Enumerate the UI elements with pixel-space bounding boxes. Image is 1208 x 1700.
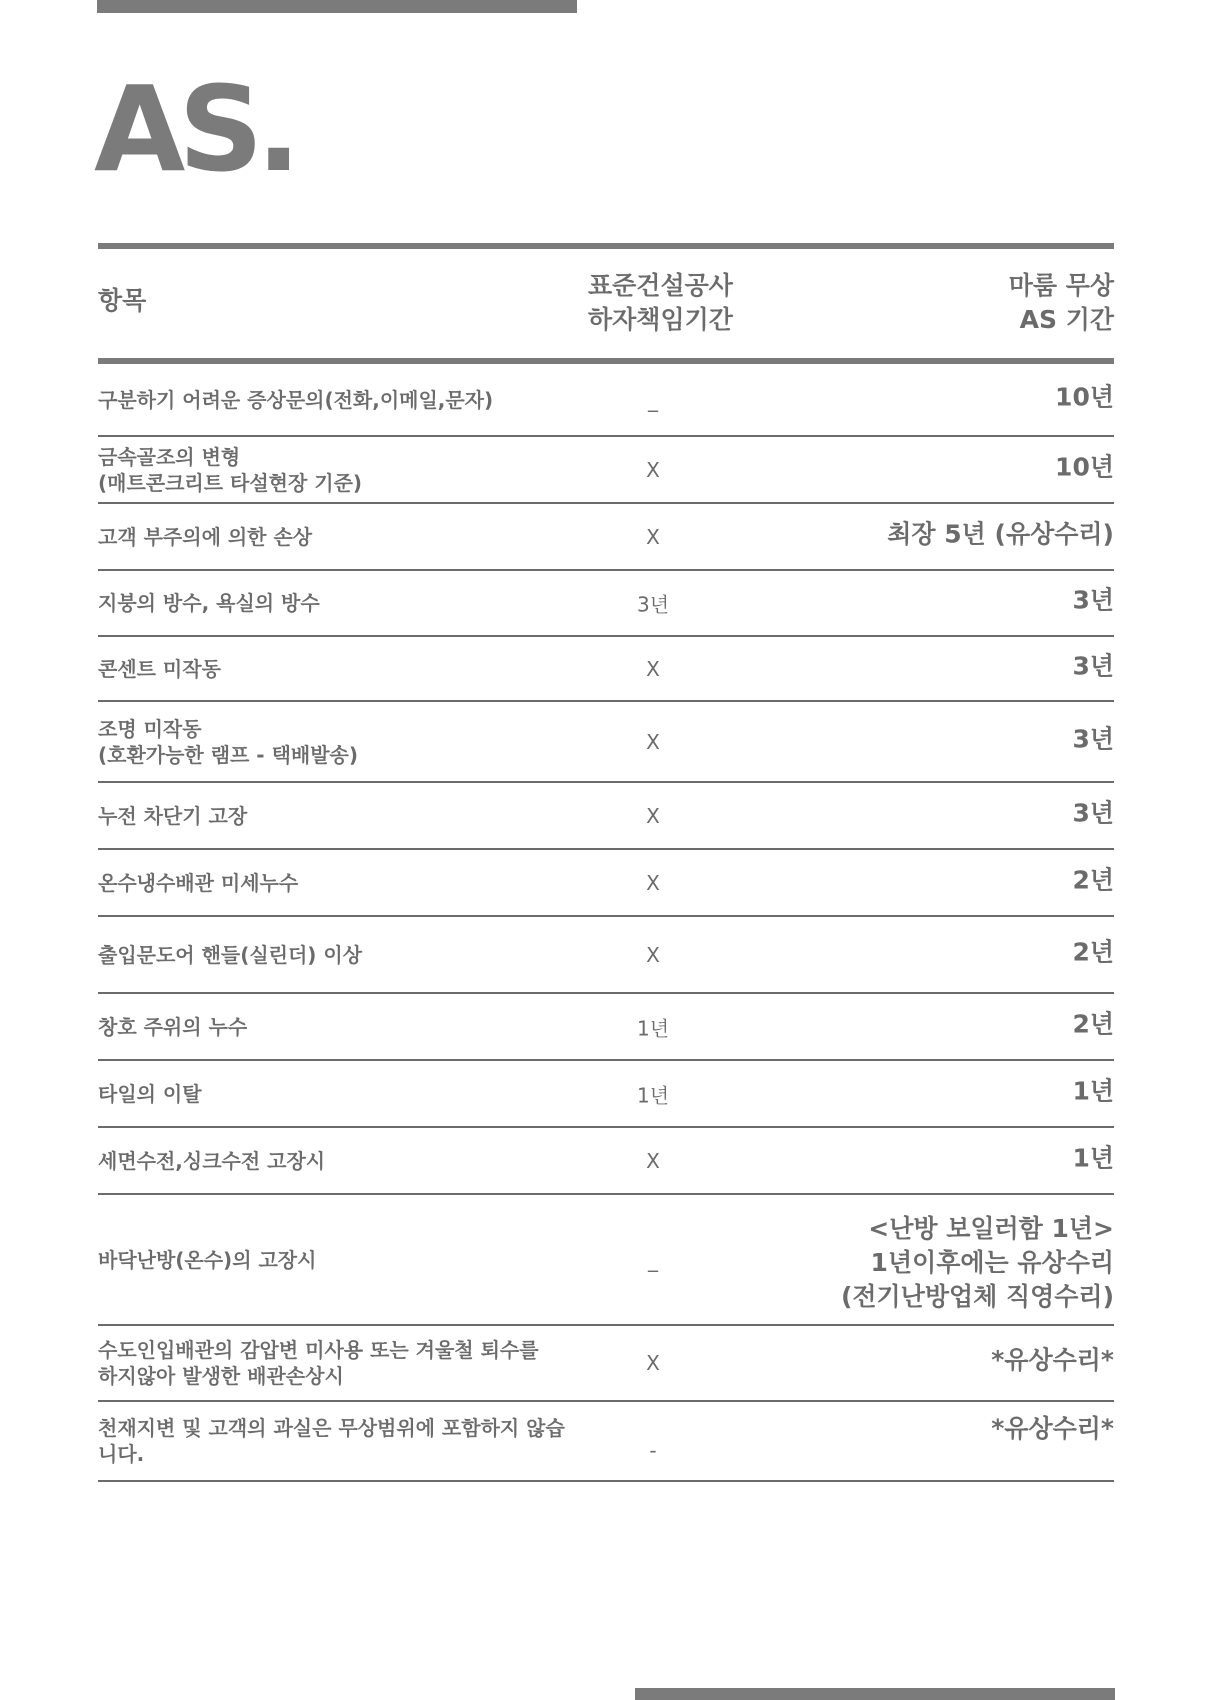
row-item: 수도인입배관의 감압변 미사용 또는 겨울철 퇴수를 하지않아 발생한 배관손상시 [98,1338,539,1388]
row-standard: X [646,1351,660,1375]
as-warranty-table [98,243,1114,1482]
row-item: 타일의 이탈 [98,1081,202,1106]
top-decor-bar [97,0,577,13]
table-row [98,637,1114,702]
row-item: 온수냉수배관 미세누수 [98,870,299,895]
row-standard: X [646,803,660,828]
header-standard [588,269,733,337]
row-marum: 10년 [1055,381,1114,411]
header-item: 항목 [98,286,147,315]
table-row [98,702,1114,783]
row-marum: 2년 [1072,936,1114,966]
row-standard: _ [648,1247,658,1272]
table-row [98,504,1114,571]
table-row [98,917,1114,994]
table-row [98,850,1114,917]
row-standard: X [646,870,660,895]
row-item: 콘센트 미작동 [98,656,221,681]
header-marum [1009,269,1114,337]
row-marum: 3년 [1072,723,1114,753]
header-marum-text: 마룸 무상 AS 기간 [1008,271,1114,334]
row-item: 창호 주위의 누수 [98,1014,248,1039]
table-row [98,437,1114,504]
row-standard: X [646,942,660,967]
row-standard: - [649,1438,657,1463]
row-marum: 3년 [1072,585,1114,615]
row-standard: X [646,656,660,681]
bottom-decor-bar [635,1688,1115,1700]
row-standard: X [646,524,660,549]
table-row [98,783,1114,850]
row-item: 누전 차단기 고장 [98,803,248,828]
row-marum: 3년 [1072,650,1114,680]
table-row [98,1061,1114,1128]
table-row [98,1195,1114,1326]
row-marum: 2년 [1072,1008,1114,1038]
table-row [98,1326,1114,1402]
row-standard: _ [648,387,658,412]
table-row [98,364,1114,437]
row-item: 세면수전,싱크수전 고장시 [98,1148,326,1173]
row-item: 지붕의 방수, 욕실의 방수 [98,591,320,615]
header-standard-text: 표준건설공사 하자책임기간 [588,271,733,334]
row-standard: X [646,457,660,482]
row-marum: 1년 [1072,1142,1114,1172]
table-header [98,243,1114,364]
row-marum: 1년 [1072,1075,1114,1105]
row-standard: X [646,729,660,754]
row-marum: 3년 [1072,797,1114,827]
row-marum: *유상수리* [991,1345,1114,1375]
row-item: 출입문도어 핸들(실린더) 이상 [98,942,363,967]
row-item: 고객 부주의에 의한 손상 [98,524,313,549]
row-item: 바닥난방(온수)의 고장시 [98,1247,317,1272]
row-marum: 10년 [1055,451,1114,481]
table-row [98,1402,1114,1482]
table-row [98,571,1114,637]
row-marum: 2년 [1072,864,1114,894]
row-marum: <난방 보일러함 1년> 1년이후에는 유상수리 (전기난방업체 직영수리) [840,1213,1114,1311]
row-standard: 3년 [636,592,670,617]
table-row [98,994,1114,1061]
row-standard: X [646,1148,660,1173]
page-title: AS. [94,60,295,198]
row-marum: *유상수리* [991,1414,1114,1444]
table-row [98,1128,1114,1195]
row-item: 구분하기 어려운 증상문의(전화,이메일,문자) [98,387,494,412]
row-item: 금속골조의 변형 (매트콘크리트 타설현장 기준) [98,444,363,495]
row-standard: 1년 [636,1083,670,1107]
row-marum: 최장 5년 (유상수리) [887,518,1114,548]
row-item: 조명 미작동 (호환가능한 램프 - 택배발송) [98,716,358,767]
row-item: 천재지변 및 고객의 과실은 무상범위에 포함하지 않습 니다. [98,1416,565,1466]
row-standard: 1년 [636,1016,670,1040]
